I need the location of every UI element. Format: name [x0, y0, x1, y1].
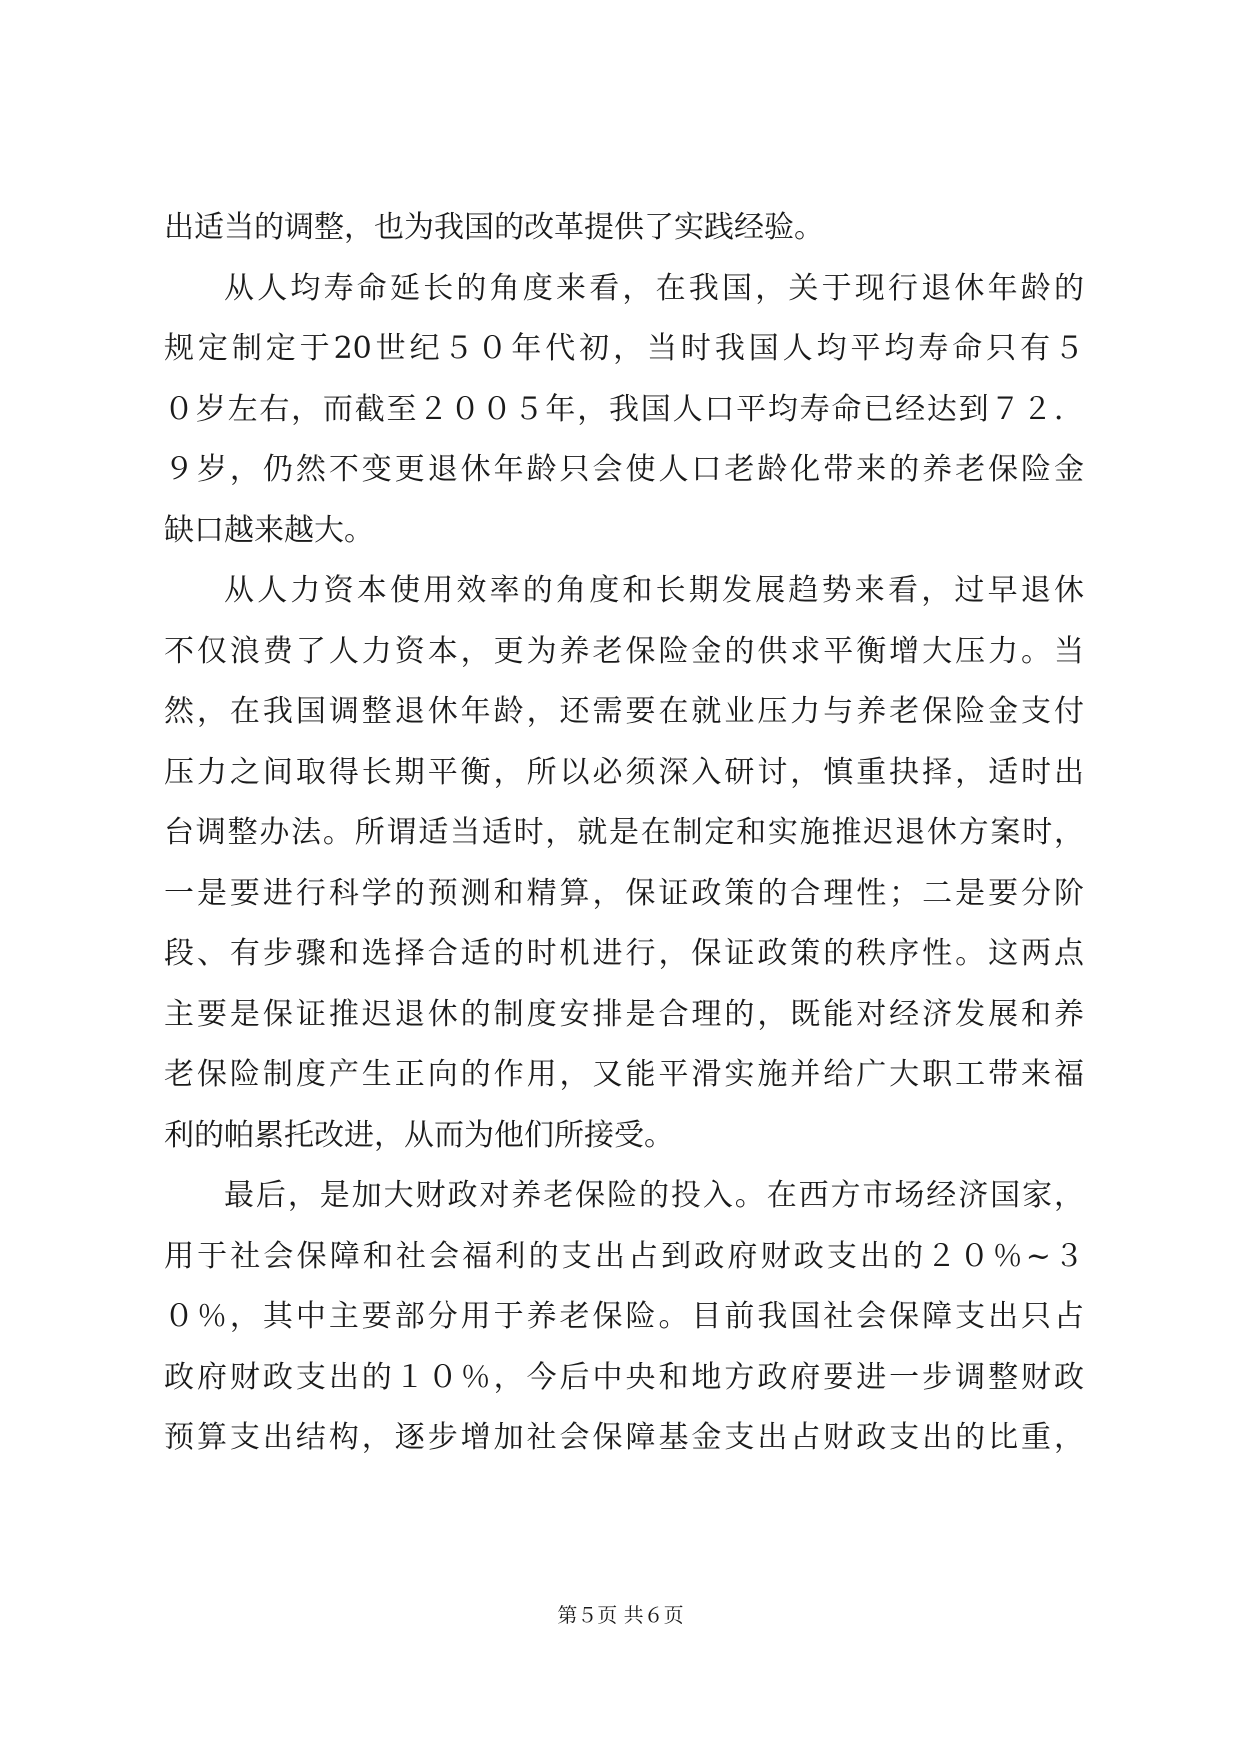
text-line: 老保险制度产生正向的作用，又能平滑实施并给广大职工带来福 — [164, 1057, 1084, 1092]
text-line: 不仅浪费了人力资本，更为养老保险金的供求平衡增大压力。当 — [164, 633, 1084, 669]
text-line: 利的帕累托改进，从而为他们所接受。 — [164, 1117, 674, 1153]
text-line: 用于社会保障和社会福利的支出占到政府财政支出的２０％~３ — [164, 1238, 1084, 1274]
text-line: 段、有步骤和选择合适的时机进行，保证政策的秩序性。这两点 — [164, 936, 1084, 971]
text-line: 最后，是加大财政对养老保险的投入。在西方市场经济国家， — [224, 1178, 1084, 1213]
text-line: ０岁左右，而截至２００５年，我国人口平均寿命已经达到７２． — [164, 391, 1084, 427]
text-line: 台调整办法。所谓适当适时，就是在制定和实施推迟退休方案时， — [164, 815, 1084, 850]
page-number-footer: 第５页 共６页 — [557, 1603, 684, 1627]
text-line: ９岁，仍然不变更退休年龄只会使人口老龄化带来的养老保险金 — [164, 452, 1084, 487]
text-line: 从人均寿命延长的角度来看，在我国，关于现行退休年龄的 — [224, 270, 1084, 306]
body-text — [164, 198, 1084, 1469]
text-line: 压力之间取得长期平衡，所以必须深入研讨，慎重抉择，适时出 — [164, 754, 1084, 790]
text-line: 出适当的调整，也为我国的改革提供了实践经验。 — [164, 210, 824, 245]
text-line: 政府财政支出的１０％，今后中央和地方政府要进一步调整财政 — [164, 1359, 1084, 1395]
text-line: 主要是保证推迟退休的制度安排是合理的，既能对经济发展和养 — [164, 996, 1084, 1032]
text-line: 一是要进行科学的预测和精算，保证政策的合理性；二是要分阶 — [164, 875, 1084, 911]
text-line: 缺口越来越大。 — [164, 512, 374, 548]
text-line: ０％，其中主要部分用于养老保险。目前我国社会保障支出只占 — [164, 1299, 1084, 1334]
text-line: 预算支出结构，逐步增加社会保障基金支出占财政支出的比重， — [164, 1420, 1084, 1455]
text-line: 从人力资本使用效率的角度和长期发展趋势来看，过早退休 — [224, 573, 1084, 608]
text-line: 然，在我国调整退休年龄，还需要在就业压力与养老保险金支付 — [164, 694, 1084, 729]
text-line: 规定制定于20世纪５０年代初，当时我国人均平均寿命只有５ — [164, 331, 1084, 366]
